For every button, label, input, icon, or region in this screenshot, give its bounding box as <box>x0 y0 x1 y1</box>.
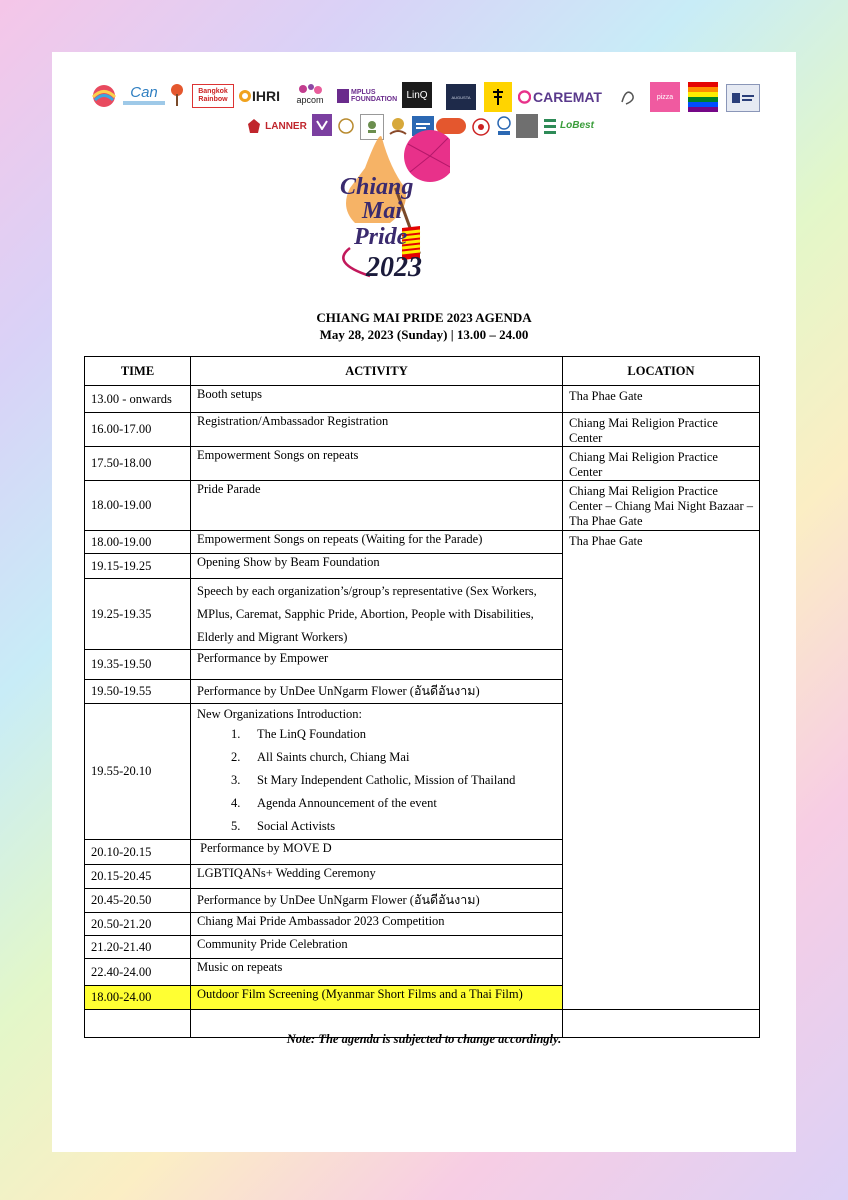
row-location: Tha Phae Gate <box>563 386 760 413</box>
row-time: 20.10-20.15 <box>85 840 191 865</box>
list-item-text: Agenda Announcement of the event <box>257 796 437 810</box>
row-time: 19.35-19.50 <box>85 650 191 680</box>
row-activity: Registration/Ambassador Registration <box>191 413 563 447</box>
list-item <box>197 792 556 815</box>
sponsor-logo-script <box>616 84 640 110</box>
logo-text-chiang: Chiang <box>340 174 414 200</box>
logo-text-pride: Pride <box>354 224 408 250</box>
list-item <box>197 723 556 746</box>
agenda-note: Note: The agenda is subjected to change accordingly. <box>286 1032 562 1046</box>
list-item <box>197 769 556 792</box>
row-location: Tha Phae Gate <box>563 531 760 1010</box>
sponsor-logo-apcom: apcom <box>288 80 332 108</box>
row-activity: Performance by Empower <box>191 650 563 680</box>
row-activity: Booth setups <box>191 386 563 413</box>
table-header-row <box>85 357 760 386</box>
row-time: 18.00-19.00 <box>85 531 191 554</box>
row-time: 20.50-21.20 <box>85 913 191 936</box>
logo-text-year: 2023 <box>366 252 422 283</box>
sponsor-logo-augusta: AUGUSTA <box>446 84 476 110</box>
row-activity: Pride Parade <box>191 481 563 531</box>
sponsor-logo-amnesty <box>484 82 512 112</box>
sponsor-logo-ihri: IHRI <box>236 84 282 108</box>
sponsor-logo-rainbow-circle <box>90 84 118 108</box>
chiang-mai-pride-logo <box>310 128 450 298</box>
row-activity: Opening Show by Beam Foundation <box>191 554 563 579</box>
row-time: 22.40-24.00 <box>85 959 191 986</box>
list-item <box>197 746 556 769</box>
row-time: 13.00 - onwards <box>85 386 191 413</box>
row-activity: Community Pride Celebration <box>191 936 563 959</box>
row-location: Chiang Mai Religion Practice Center – Chiang Mai Night Bazaar – Tha Phae Gate <box>563 481 760 531</box>
sponsor-logo-small-6 <box>470 116 492 138</box>
row-time: 19.25-19.35 <box>85 579 191 650</box>
list-item-number: 4. <box>231 796 241 810</box>
list-item-number: 1. <box>231 727 241 741</box>
row-time: 19.55-20.10 <box>85 704 191 840</box>
row-location: Chiang Mai Religion Practice Center <box>563 413 760 447</box>
row-activity <box>191 704 563 840</box>
header-location: LOCATION <box>563 357 760 386</box>
intro-list <box>197 723 556 838</box>
list-item-text: The LinQ Foundation <box>257 727 367 741</box>
table-row <box>85 481 760 531</box>
sponsor-logo-small-9 <box>542 116 558 138</box>
table-row <box>85 413 760 447</box>
table-row <box>85 447 760 481</box>
row-activity: Speech by each organization’s/group’s representative (Sex Workers, MPlus, Caremat, Sapphic Pride, Abortion, People with Disabilities, Elderly and Migrant Workers) <box>191 579 563 650</box>
row-location: Chiang Mai Religion Practice Center <box>563 447 760 481</box>
sponsor-logo-small-8 <box>516 114 538 138</box>
row-activity: Chiang Mai Pride Ambassador 2023 Competition <box>191 913 563 936</box>
list-item-text: All Saints church, Chiang Mai <box>257 750 410 764</box>
sponsor-logo-tree <box>168 82 186 108</box>
header-time: TIME <box>85 357 191 386</box>
sponsor-logo-can: Can <box>122 82 166 108</box>
row-time: 17.50-18.00 <box>85 447 191 481</box>
sponsor-logo-mplus: MPLUS FOUNDATION <box>336 86 398 106</box>
sponsor-logo-lanner: LANNER <box>246 116 308 136</box>
row-activity: Music on repeats <box>191 959 563 986</box>
row-activity: Outdoor Film Screening (Myanmar Short Films and a Thai Film) <box>191 986 563 1010</box>
agenda-table <box>84 356 760 1038</box>
table-row <box>85 531 760 554</box>
list-item-text: Social Activists <box>257 819 336 833</box>
sponsor-logo-pride-flag <box>688 82 718 112</box>
row-time: 20.15-20.45 <box>85 865 191 889</box>
list-item <box>197 815 556 838</box>
sponsor-logo-caremat: CAREMAT <box>518 84 602 110</box>
list-item-number: 3. <box>231 773 241 787</box>
row-time: 20.45-20.50 <box>85 889 191 913</box>
list-item-text: St Mary Independent Catholic, Mission of Thailand <box>257 773 516 787</box>
sponsor-logo-linq: LinQ <box>402 82 432 108</box>
row-activity: Performance by UnDee UnNgarm Flower (อันดีอันงาม) <box>191 889 563 913</box>
row-activity: Empowerment Songs on repeats <box>191 447 563 481</box>
row-activity: Performance by UnDee UnNgarm Flower (อันดีอันงาม) <box>191 680 563 704</box>
row-activity: Empowerment Songs on repeats (Waiting for the Parade) <box>191 531 563 554</box>
sponsor-logo-blue-box <box>726 84 760 112</box>
row-activity: LGBTIQANs+ Wedding Ceremony <box>191 865 563 889</box>
row-time: 16.00-17.00 <box>85 413 191 447</box>
list-item-number: 5. <box>231 819 241 833</box>
row-activity: Performance by MOVE D <box>191 840 563 865</box>
sponsor-logo-bangkok-rainbow: Bangkok Rainbow <box>192 84 234 108</box>
list-item-number: 2. <box>231 750 241 764</box>
intro-heading: New Organizations Introduction: <box>197 707 363 721</box>
row-time: 21.20-21.40 <box>85 936 191 959</box>
sponsor-logo-pizza: pizza <box>650 82 680 112</box>
table-row <box>85 386 760 413</box>
row-time: 18.00-19.00 <box>85 481 191 531</box>
sponsor-logo-small-7 <box>494 114 514 138</box>
sponsor-logo-lobest: LoBest <box>560 119 594 131</box>
agenda-title: CHIANG MAI PRIDE 2023 AGENDA <box>316 310 532 325</box>
row-time: 19.50-19.55 <box>85 680 191 704</box>
row-time: 19.15-19.25 <box>85 554 191 579</box>
row-time: 18.00-24.00 <box>85 986 191 1010</box>
logo-text-mai: Mai <box>362 198 403 224</box>
agenda-date: May 28, 2023 (Sunday) | 13.00 – 24.00 <box>319 327 529 342</box>
header-activity: ACTIVITY <box>191 357 563 386</box>
